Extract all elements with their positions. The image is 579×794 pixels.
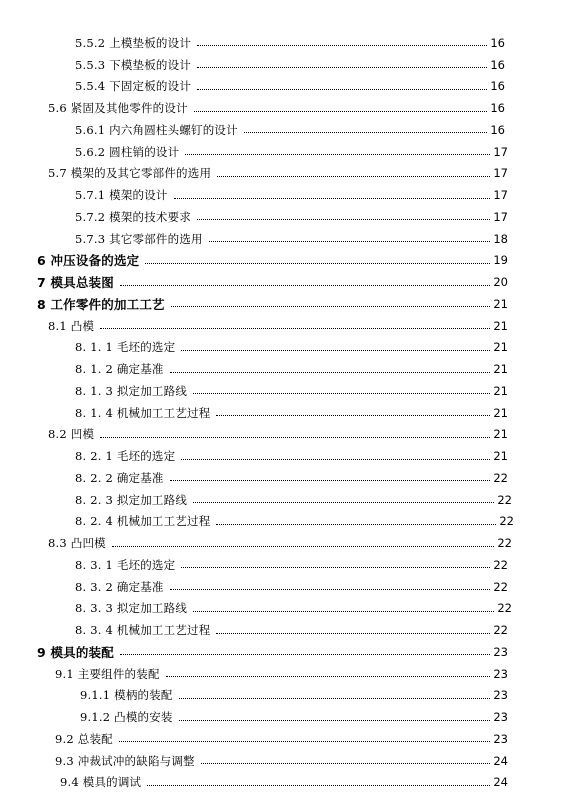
toc-entry-title: 5.6.2 圆柱销的设计 <box>75 144 183 160</box>
toc-entry-page-number: 22 <box>493 623 508 638</box>
toc-entry-title: 8.1 凸模 <box>48 318 98 334</box>
toc-entry[interactable] <box>0 467 508 489</box>
toc-entry-title: 6 冲压设备的选定 <box>37 251 143 269</box>
toc-entry-page-number: 16 <box>490 101 505 116</box>
dot-leader <box>194 111 488 112</box>
toc-entry-title: 5.6.1 内六角圆柱头螺钉的设计 <box>75 122 242 138</box>
toc-entry[interactable] <box>0 445 508 467</box>
toc-entry[interactable] <box>0 293 508 315</box>
toc-entry-page-number: 21 <box>493 318 508 333</box>
toc-entry-page-number: 21 <box>493 296 508 311</box>
toc-entry-page-number: 24 <box>493 753 508 768</box>
toc-entry-page-number: 17 <box>493 144 508 159</box>
toc-entry-page-number: 22 <box>497 492 512 507</box>
dot-leader <box>100 328 490 329</box>
toc-entry-page-number: 22 <box>493 557 508 572</box>
toc-entry[interactable] <box>0 772 508 794</box>
dot-leader <box>197 219 490 220</box>
dot-leader <box>217 176 490 177</box>
toc-entry[interactable] <box>0 554 508 576</box>
toc-entry-title: 9.1.1 模柄的装配 <box>80 687 177 703</box>
toc-entry[interactable] <box>0 184 508 206</box>
toc-entry-page-number: 22 <box>499 514 514 529</box>
toc-entry[interactable] <box>0 97 505 119</box>
toc-entry[interactable] <box>0 163 508 185</box>
toc-entry-title: 5.6 紧固及其他零件的设计 <box>48 100 192 116</box>
toc-entry-title: 8.3 凸凹模 <box>48 535 110 551</box>
toc-entry-page-number: 22 <box>497 536 512 551</box>
toc-entry[interactable] <box>0 663 508 685</box>
dot-leader <box>174 198 491 199</box>
dot-leader <box>171 306 491 307</box>
dot-leader <box>166 676 491 677</box>
toc-entry[interactable] <box>0 358 508 380</box>
dot-leader <box>244 132 488 133</box>
toc-entry-title: 9.2 总装配 <box>55 731 117 747</box>
toc-entry-page-number: 17 <box>493 188 508 203</box>
dot-leader <box>193 611 494 612</box>
toc-entry-page-number: 22 <box>493 470 508 485</box>
toc-entry-title: 9.1 主要组件的装配 <box>55 666 164 682</box>
dot-leader <box>181 350 490 351</box>
toc-entry-title: 8. 2. 1 毛坯的选定 <box>75 448 179 464</box>
dot-leader <box>170 372 491 373</box>
dot-leader <box>145 263 490 264</box>
toc-entry-page-number: 21 <box>493 383 508 398</box>
toc-entry[interactable] <box>0 337 508 359</box>
toc-entry[interactable] <box>0 271 508 293</box>
toc-entry-page-number: 24 <box>493 775 508 790</box>
dot-leader <box>181 567 490 568</box>
dot-leader <box>216 524 496 525</box>
toc-entry-title: 5.7.1 模架的设计 <box>75 187 172 203</box>
toc-entry-page-number: 16 <box>490 79 505 94</box>
dot-leader <box>112 546 495 547</box>
toc-entry-title: 8. 3. 1 毛坯的选定 <box>75 557 179 573</box>
dot-leader <box>193 502 494 503</box>
toc-entry-title: 8. 2. 3 拟定加工路线 <box>75 492 191 508</box>
dot-leader <box>209 241 491 242</box>
dot-leader <box>185 154 490 155</box>
toc-entry-title: 8. 2. 2 确定基准 <box>75 470 168 486</box>
toc-entry-title: 8. 1. 1 毛坯的选定 <box>75 339 179 355</box>
toc-entry-page-number: 22 <box>497 601 512 616</box>
dot-leader <box>197 67 487 68</box>
toc-entry[interactable] <box>0 206 508 228</box>
toc-entry-title: 8.2 凹模 <box>48 426 98 442</box>
toc-entry[interactable] <box>0 315 508 337</box>
dot-leader <box>170 589 491 590</box>
toc-entry[interactable] <box>0 424 508 446</box>
table-of-contents <box>0 32 579 793</box>
toc-entry-title: 8. 1. 3 拟定加工路线 <box>75 383 191 399</box>
dot-leader <box>197 89 487 90</box>
toc-entry-title: 5.5.2 上模垫板的设计 <box>75 35 195 51</box>
toc-entry-page-number: 21 <box>493 405 508 420</box>
dot-leader <box>170 480 491 481</box>
toc-entry[interactable] <box>0 685 508 707</box>
toc-entry[interactable] <box>0 728 508 750</box>
dot-leader <box>181 459 490 460</box>
toc-entry[interactable] <box>0 641 508 663</box>
toc-entry-title: 8. 1. 2 确定基准 <box>75 361 168 377</box>
toc-entry-title: 8. 3. 4 机械加工工艺过程 <box>75 622 214 638</box>
toc-entry[interactable] <box>0 532 512 554</box>
toc-entry-title: 8 工作零件的加工工艺 <box>37 295 169 313</box>
toc-entry[interactable] <box>0 76 505 98</box>
toc-entry-page-number: 17 <box>493 209 508 224</box>
toc-entry[interactable] <box>0 32 505 54</box>
toc-entry-page-number: 17 <box>493 166 508 181</box>
dot-leader <box>193 393 490 394</box>
toc-entry[interactable] <box>0 489 512 511</box>
toc-entry[interactable] <box>0 706 508 728</box>
toc-entry-page-number: 20 <box>493 275 508 290</box>
toc-entry-title: 5.7.3 其它零部件的选用 <box>75 231 207 247</box>
toc-entry-title: 8. 3. 2 确定基准 <box>75 579 168 595</box>
toc-entry-page-number: 21 <box>493 340 508 355</box>
toc-entry-title: 9.4 模具的调试 <box>60 774 145 790</box>
dot-leader <box>119 741 491 742</box>
toc-entry-page-number: 23 <box>493 731 508 746</box>
toc-entry-page-number: 21 <box>493 449 508 464</box>
toc-entry-title: 8. 3. 3 拟定加工路线 <box>75 600 191 616</box>
toc-entry[interactable] <box>0 54 505 76</box>
toc-entry-page-number: 23 <box>493 644 508 659</box>
toc-entry-page-number: 21 <box>493 427 508 442</box>
toc-entry[interactable] <box>0 250 508 272</box>
toc-entry-title: 5.5.4 下固定板的设计 <box>75 78 195 94</box>
toc-entry-page-number: 23 <box>493 710 508 725</box>
dot-leader <box>147 785 490 786</box>
dot-leader <box>179 720 491 721</box>
toc-entry[interactable] <box>0 576 508 598</box>
toc-entry[interactable] <box>0 511 514 533</box>
toc-entry-page-number: 16 <box>490 57 505 72</box>
dot-leader <box>100 437 490 438</box>
dot-leader <box>197 45 487 46</box>
toc-entry-page-number: 16 <box>490 35 505 50</box>
dot-leader <box>201 763 491 764</box>
toc-entry-title: 5.7.2 模架的技术要求 <box>75 209 195 225</box>
toc-entry[interactable] <box>0 619 508 641</box>
toc-entry[interactable] <box>0 228 508 250</box>
toc-entry-page-number: 18 <box>493 231 508 246</box>
toc-entry-page-number: 16 <box>490 122 505 137</box>
toc-entry-page-number: 19 <box>493 253 508 268</box>
toc-entry[interactable] <box>0 141 508 163</box>
toc-entry-title: 8. 1. 4 机械加工工艺过程 <box>75 405 214 421</box>
toc-entry-title: 8. 2. 4 机械加工工艺过程 <box>75 513 214 529</box>
toc-entry[interactable] <box>0 119 505 141</box>
toc-entry[interactable] <box>0 380 508 402</box>
toc-entry[interactable] <box>0 402 508 424</box>
toc-entry-title: 5.5.3 下模垫板的设计 <box>75 57 195 73</box>
toc-entry-page-number: 21 <box>493 362 508 377</box>
toc-entry-title: 9.1.2 凸模的安装 <box>80 709 177 725</box>
toc-entry-title: 9 模具的装配 <box>37 643 118 661</box>
toc-entry-page-number: 23 <box>493 666 508 681</box>
toc-entry[interactable] <box>0 598 512 620</box>
toc-entry-title: 9.3 冲裁试冲的缺陷与调整 <box>55 753 199 769</box>
toc-entry-title: 7 模具总装图 <box>37 273 118 291</box>
dot-leader <box>216 633 490 634</box>
toc-entry[interactable] <box>0 750 508 772</box>
dot-leader <box>120 285 490 286</box>
toc-entry-page-number: 22 <box>493 579 508 594</box>
dot-leader <box>179 698 491 699</box>
toc-entry-title: 5.7 模架的及其它零部件的选用 <box>48 165 215 181</box>
dot-leader <box>120 654 490 655</box>
toc-entry-page-number: 23 <box>493 688 508 703</box>
dot-leader <box>216 415 490 416</box>
